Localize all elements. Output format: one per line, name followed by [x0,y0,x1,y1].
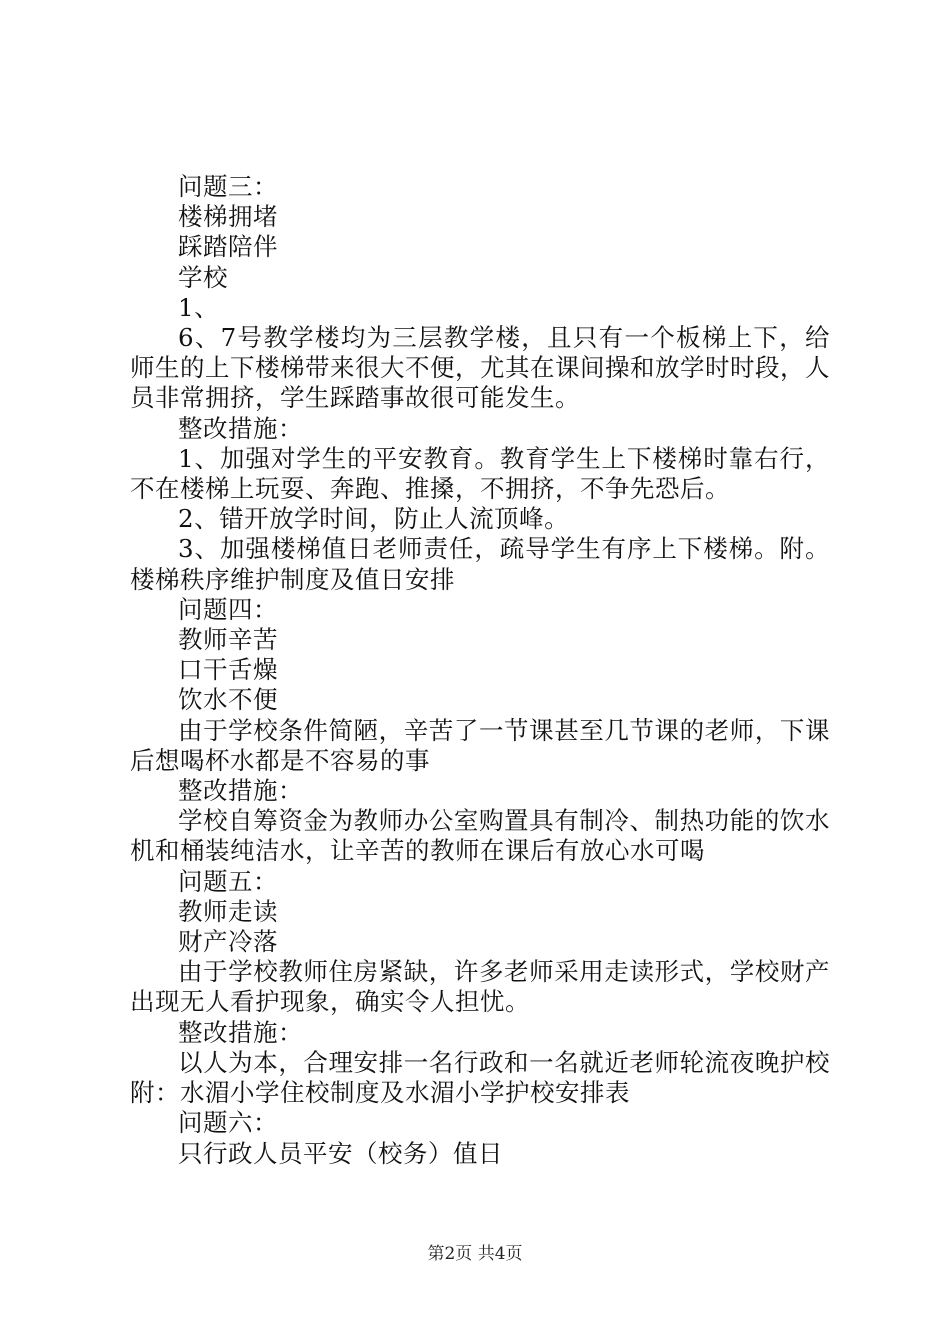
paragraph-keyword-2: 踩踏陪伴 [178,232,278,262]
paragraph-problem-4-measure: 学校自筹资金为教师办公室购置具有制冷、制热功能的饮水机和桶装纯洁水，让辛苦的教师在课后有放心水可喝 [130,806,830,866]
paragraph-measures-heading-2: 整改措施： [178,776,303,806]
paragraph-keyword-7: 教师走读 [178,896,278,926]
paragraph-keyword-3: 学校 [178,262,228,292]
paragraph-measures-heading-3: 整改措施： [178,1017,303,1047]
page-footer [0,1243,950,1265]
paragraph-keyword-4: 教师辛苦 [178,625,278,655]
paragraph-keyword-1: 楼梯拥堵 [178,202,278,232]
paragraph-heading-problem-3: 问题三： [178,172,278,201]
page-number-label: 第2页 共4页 [427,1244,523,1264]
paragraph-problem-6-description: 只行政人员平安（校务）值日 [178,1138,503,1168]
paragraph-problem-5-measure: 以人为本，合理安排一名行政和一名就近老师轮流夜晚护校附：水湄小学住校制度及水湄小学护校安排表 [130,1047,830,1108]
paragraph-keyword-6: 饮水不便 [178,685,278,715]
paragraph-measure-2: 2、错开放学时间，防止人流顶峰。 [178,504,570,534]
paragraph-keyword-8: 财产冷落 [178,927,278,957]
paragraph-list-number: 1、 [178,292,220,322]
paragraph-problem-3-description: 6、7号教学楼均为三层教学楼，且只有一个板梯上下，给师生的上下楼梯带来很大不便，尤其在课间操和放学时时段，人员非常拥挤，学生踩踏事故很可能发生。 [130,323,830,413]
paragraph-keyword-5: 口干舌燥 [178,655,278,685]
paragraph-problem-5-description: 由于学校教师住房紧缺，许多老师采用走读形式，学校财产出现无人看护现象，确实令人担忧。 [130,957,830,1017]
document-body [130,172,830,1169]
paragraph-heading-problem-5: 问题五： [178,866,278,896]
paragraph-heading-problem-4: 问题四： [178,594,278,624]
paragraph-measures-heading-1: 整改措施： [178,413,303,443]
paragraph-problem-4-description: 由于学校条件简陋，辛苦了一节课甚至几节课的老师，下课后想喝杯水都是不容易的事 [130,715,830,775]
paragraph-measure-1: 1、加强对学生的平安教育。教育学生上下楼梯时靠右行，不在楼梯上玩耍、奔跑、推搡，不拥挤，不争先恐后。 [130,443,830,504]
paragraph-measure-3: 3、加强楼梯值日老师责任，疏导学生有序上下楼梯。附。楼梯秩序维护制度及值日安排 [130,534,830,594]
paragraph-heading-problem-6: 问题六： [178,1108,278,1138]
